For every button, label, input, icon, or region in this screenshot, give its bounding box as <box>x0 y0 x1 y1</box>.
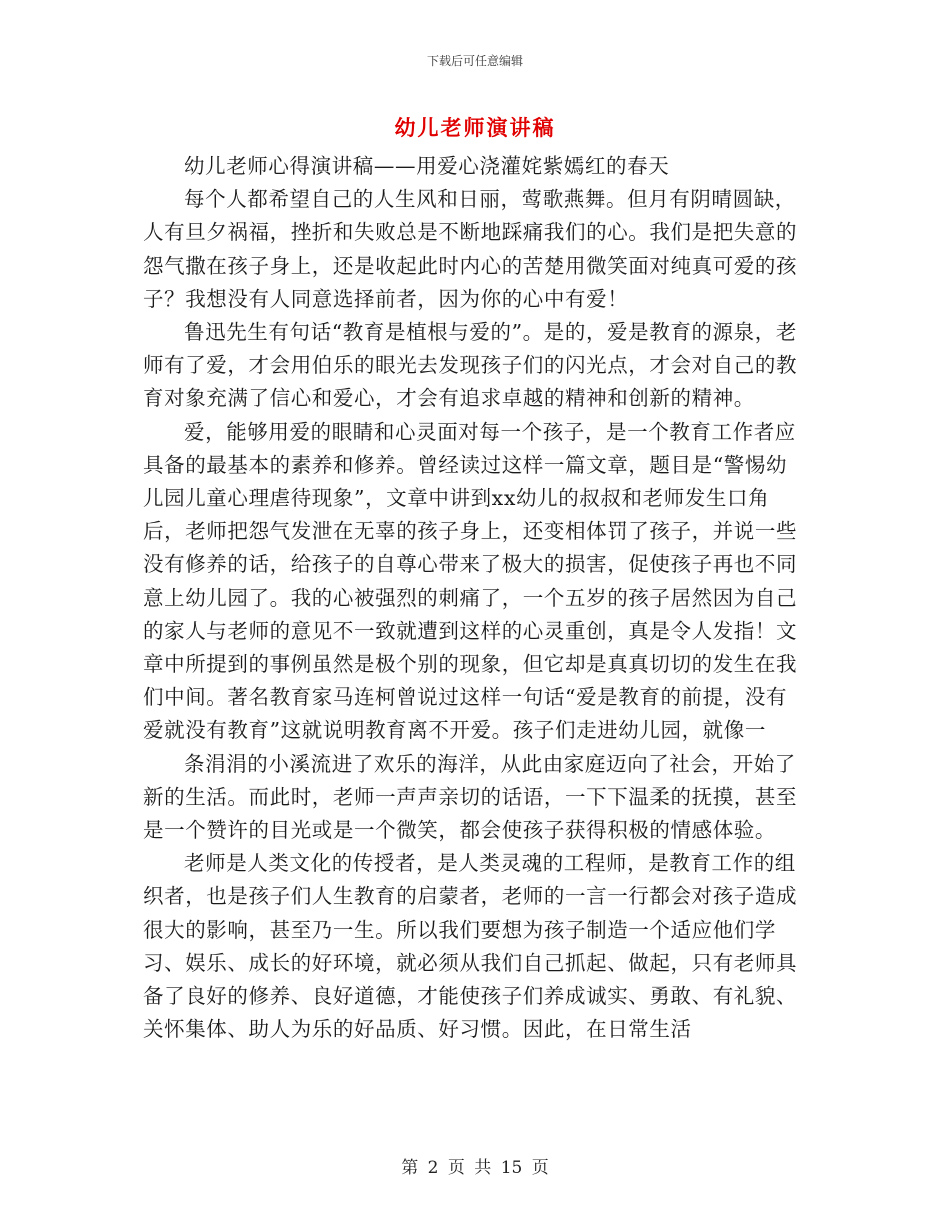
body-paragraph: 爱，能够用爱的眼睛和心灵面对每一个孩子，是一个教育工作者应具备的最基本的素养和修养。曾经读过这样一篇文章，题目是“警惕幼儿园儿童心理虐待现象”，文章中讲到xx幼儿的叔叔和老师发生口角后，老师把怨气发泄在无辜的孩子身上，还变相体罚了孩子，并说一些没有修养的话，给孩子的自尊心带来了极大的损害，促使孩子再也不同意上幼儿园了。我的心被强烈的刺痛了，一个五岁的孩子居然因为自己的家人与老师的意见不一致就遭到这样的心灵重创，真是令人发指！文章中所提到的事例虽然是极个别的现象，但它却是真真切切的发生在我们中间。著名教育家马连柯曾说过这样一句话“爱是教育的前提，没有爱就没有教育”这就说明教育离不开爱。孩子们走进幼儿园，就像一 <box>143 419 798 743</box>
body-paragraph: 老师是人类文化的传授者，是人类灵魂的工程师，是教育工作的组织者，也是孩子们人生教育的启蒙者，老师的一言一行都会对孩子造成很大的影响，甚至乃一生。所以我们要想为孩子制造一个适应他们学习、娱乐、成长的好环境，就必须从我们自己抓起、做起，只有老师具备了良好的修养、良好道德，才能使孩子们养成诚实、勇敢、有礼貌、关怀集体、助人为乐的好品质、好习惯。因此，在日常生活 <box>143 851 798 1042</box>
page-header-note: 下载后可任意编辑 <box>426 54 523 68</box>
body-paragraph: 条涓涓的小溪流进了欢乐的海洋，从此由家庭迈向了社会，开始了新的生活。而此时，老师一声声亲切的话语，一下下温柔的抚摸，甚至是一个赞许的目光或是一个微笑，都会使孩子获得积极的情感体验。 <box>143 751 798 843</box>
body-paragraph: 每个人都希望自己的人生风和日丽，莺歌燕舞。但月有阴晴圆缺，人有旦夕祸福，挫折和失败总是不断地踩痛我们的心。我们是把失意的怨气撒在孩子身上，还是收起此时内心的苦楚用微笑面对纯真可爱的孩子？我想没有人同意选择前者，因为你的心中有爱！ <box>143 187 798 311</box>
body-paragraph: 幼儿老师心得演讲稿——用爱心浇灌姹紫嫣红的春天 <box>184 154 670 178</box>
document-title: 幼儿老师演讲稿 <box>394 116 556 140</box>
body-paragraph: 鲁迅先生有句话“教育是植根与爱的”。是的，爱是教育的源泉，老师有了爱，才会用伯乐的眼光去发现孩子们的闪光点，才会对自己的教育对象充满了信心和爱心，才会有追求卓越的精神和创新的精神。 <box>143 320 798 411</box>
document-body <box>143 150 807 1046</box>
page-number-footer: 第 2 页 共 15 页 <box>401 1158 549 1178</box>
